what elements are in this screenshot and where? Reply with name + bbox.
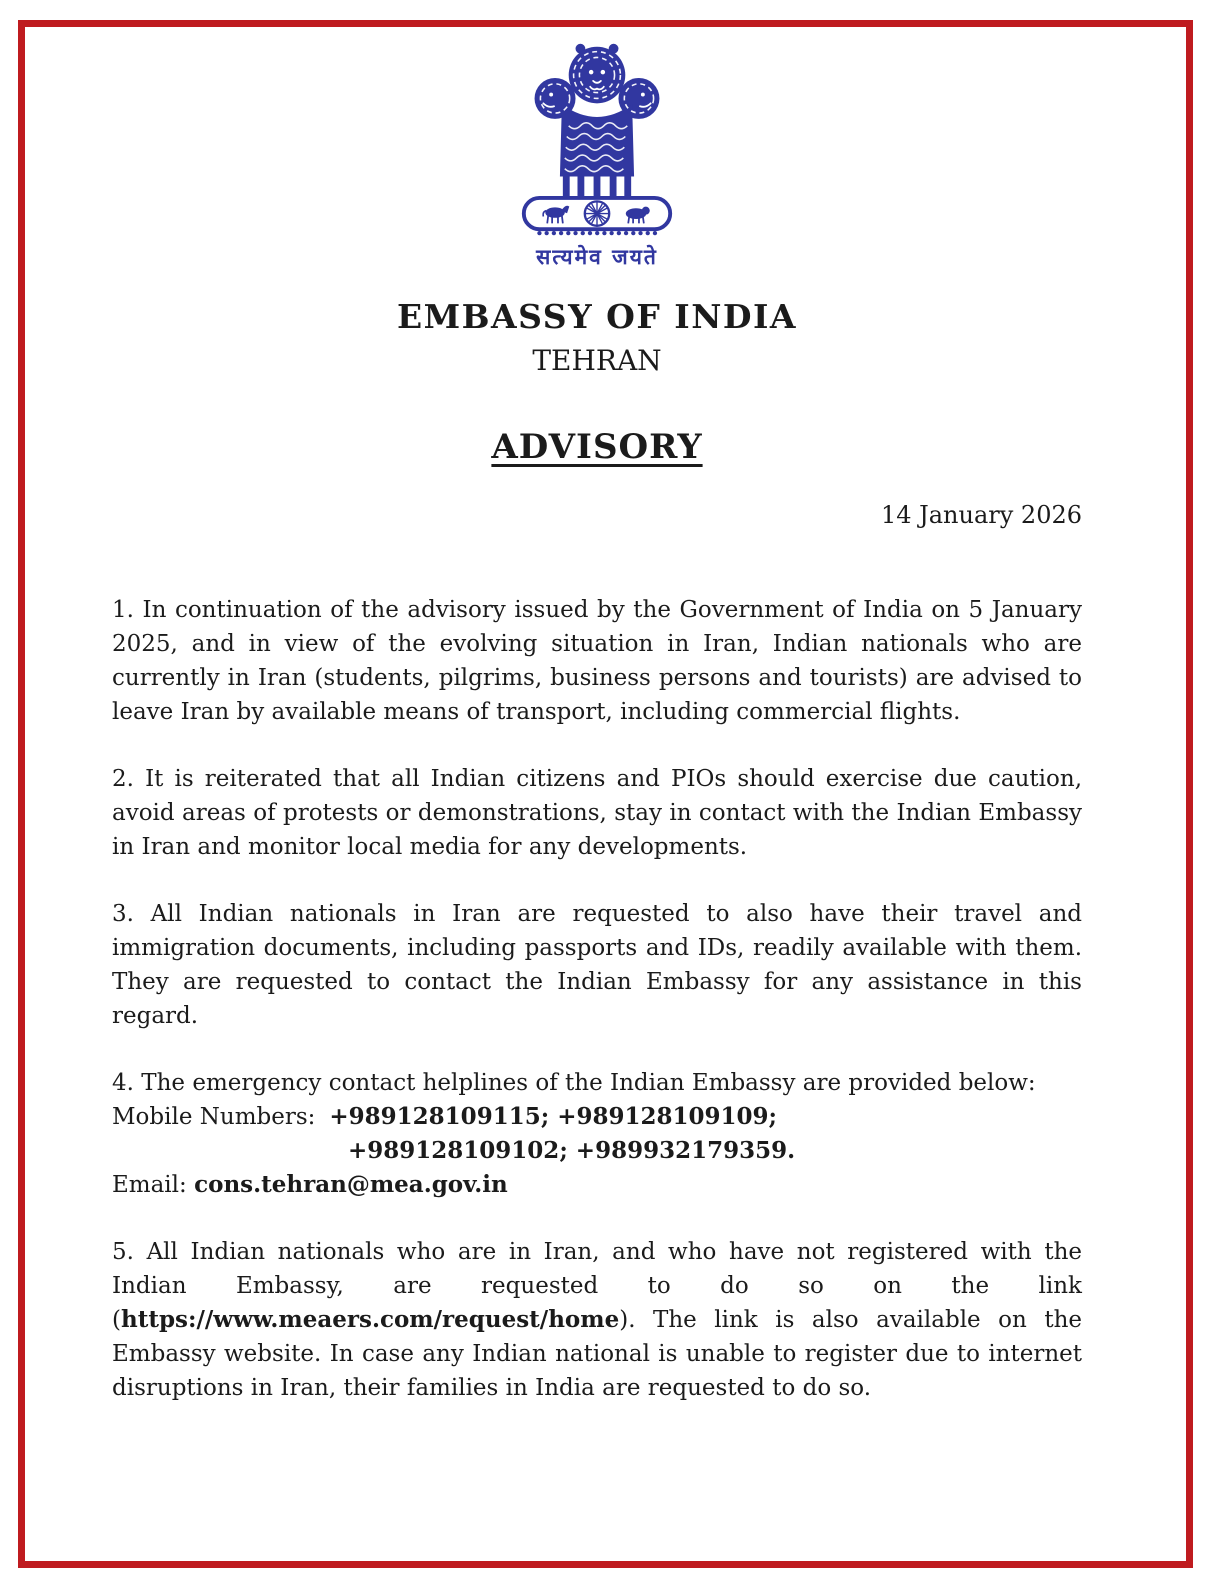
paragraph-3: 3. All Indian nationals in Iran are requested to also have their travel and immigration documents, including passports and IDs, readily available with them. They are requested to contact the Indian Embassy for any assistance in this regard. — [112, 901, 1082, 1029]
india-state-emblem-icon — [514, 36, 680, 237]
email-label: Email: — [112, 1172, 187, 1198]
mobile-numbers-group-2: +989128109102; +989932179359. — [348, 1137, 796, 1164]
email-line — [112, 1168, 1082, 1202]
organization-name: EMBASSY OF INDIA — [396, 297, 798, 336]
mobile-numbers-line-1 — [112, 1100, 1082, 1134]
paragraph-5 — [112, 1235, 1082, 1405]
organization-location: TEHRAN — [532, 344, 662, 377]
emblem-motto: सत्यमेव जयते — [536, 245, 658, 269]
paragraph-4 — [112, 1066, 1082, 1202]
paragraph-5-post: ). The link is also available on the Embassy website. In case any Indian national is unable to register due to internet disruptions in Iran, their families in India are requested to do so. — [112, 1307, 1082, 1401]
mobile-numbers-group-1: +989128109115; +989128109109; — [329, 1103, 778, 1130]
document-title: ADVISORY — [491, 427, 703, 467]
registration-link: https://www.meaers.com/request/home — [120, 1306, 620, 1333]
mobile-numbers-line-2 — [112, 1134, 1082, 1168]
paragraph-5-pre: 5. All Indian nationals who are in Iran, and who have not registered with the Indian Embassy, are requested to do so on the link ( — [112, 1239, 1082, 1333]
paragraph-1: 1. In continuation of the advisory issued by the Government of India on 5 January 2025, and in view of the evolving situation in Iran, Indian nationals who are currently in Iran (students, pilgrims, business persons and tourists) are advised to leave Iran by available means of transport, including commercial flights. — [112, 597, 1082, 725]
mobile-numbers-label: Mobile Numbers: — [112, 1104, 316, 1130]
document-content — [112, 0, 1082, 1405]
document-date: 14 January 2026 — [880, 501, 1082, 529]
emblem-block — [112, 0, 1082, 271]
paragraph-2: 2. It is reiterated that all Indian citizens and PIOs should exercise due caution, avoid areas of protests or demonstrations, stay in contact with the Indian Embassy in Iran and monitor local media for any developments. — [112, 766, 1082, 860]
helplines-intro: 4. The emergency contact helplines of the Indian Embassy are provided below: — [112, 1070, 1036, 1096]
document-body — [112, 593, 1082, 1405]
email-address: cons.tehran@mea.gov.in — [194, 1171, 508, 1198]
